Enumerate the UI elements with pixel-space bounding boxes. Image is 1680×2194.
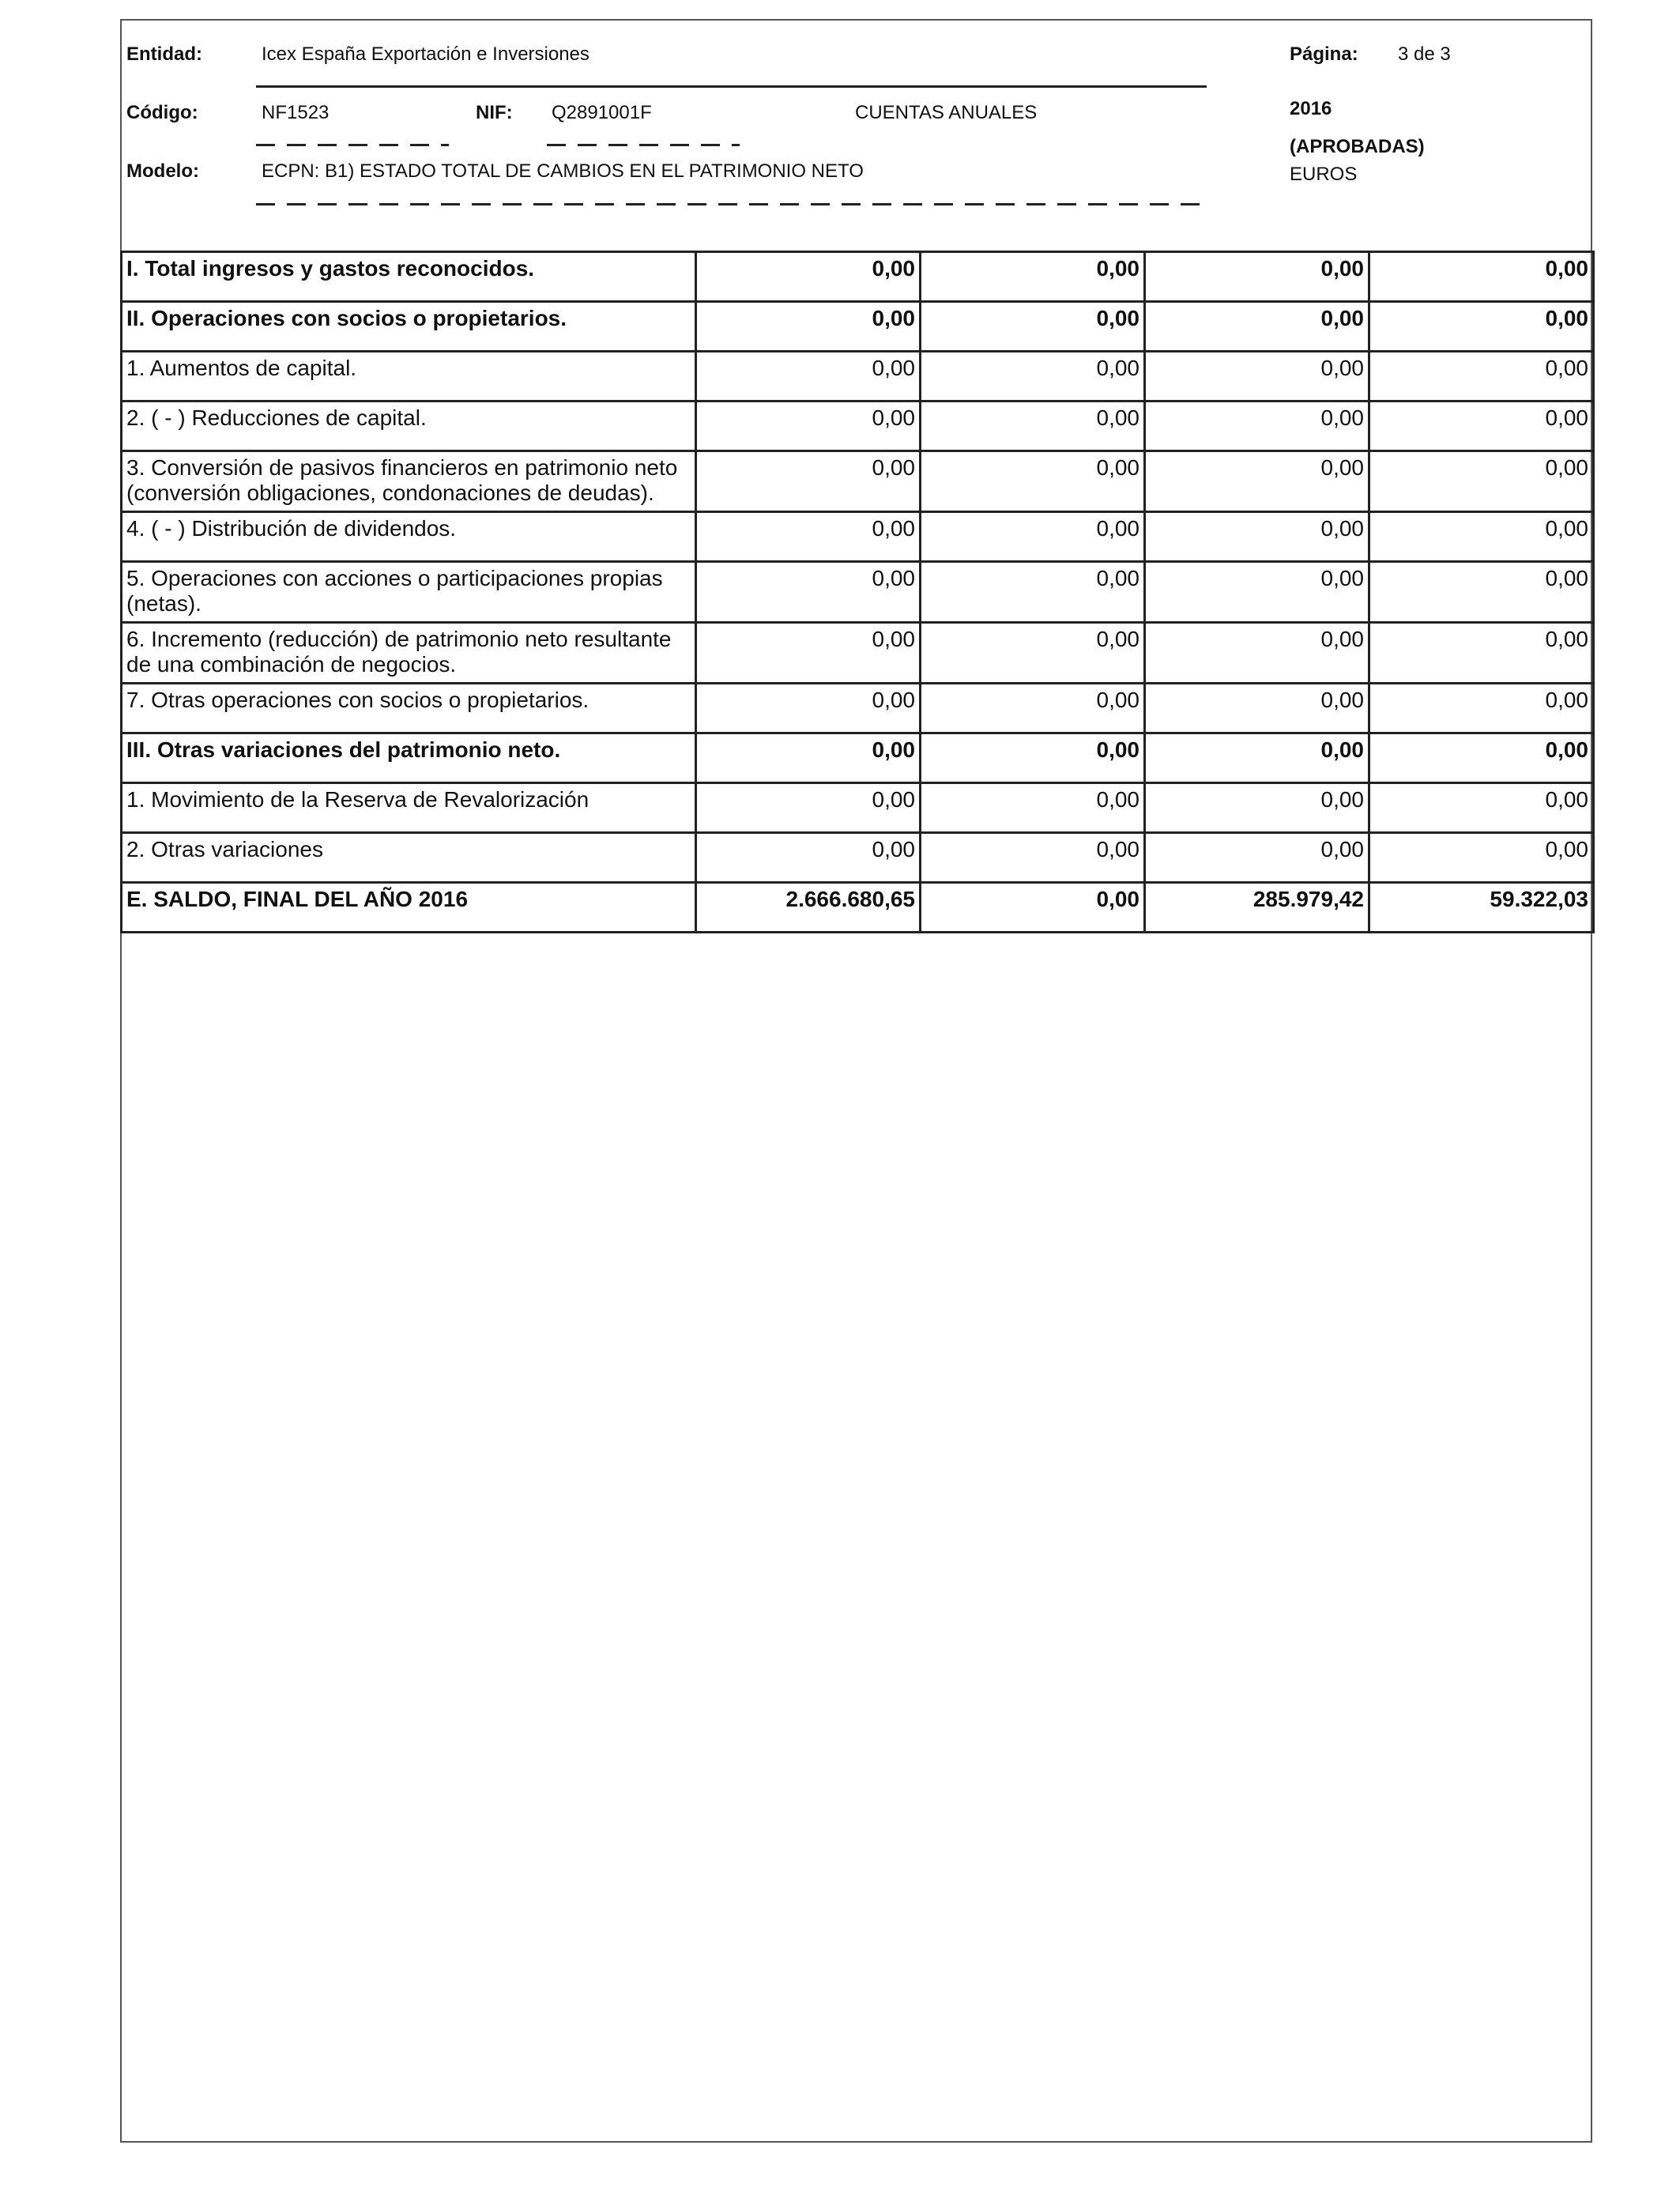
- row-value: 0,00: [1369, 623, 1594, 684]
- table-row: [122, 512, 1594, 562]
- row-label: 7. Otras operaciones con socios o propietarios.: [122, 684, 696, 733]
- row-value: 0,00: [921, 623, 1145, 684]
- pagina-value: 3 de 3: [1398, 43, 1451, 65]
- row-value: 0,00: [1369, 783, 1594, 833]
- row-label: III. Otras variaciones del patrimonio neto.: [122, 733, 696, 783]
- row-value: 0,00: [1145, 833, 1369, 883]
- row-value: 0,00: [1145, 623, 1369, 684]
- row-value: 0,00: [921, 783, 1145, 833]
- row-label: 5. Operaciones con acciones o participaciones propias (netas).: [122, 562, 696, 623]
- row-value: 0,00: [1145, 562, 1369, 623]
- row-value: 0,00: [696, 512, 921, 562]
- row-value: 0,00: [1145, 401, 1369, 451]
- row-value: 0,00: [1145, 451, 1369, 512]
- table-row: [122, 833, 1594, 883]
- row-value: 0,00: [921, 252, 1145, 302]
- row-value: 0,00: [1145, 733, 1369, 783]
- row-value: 0,00: [696, 401, 921, 451]
- row-value: 0,00: [921, 733, 1145, 783]
- row-value: 0,00: [1369, 512, 1594, 562]
- row-value: 0,00: [696, 833, 921, 883]
- row-label: 2. Otras variaciones: [122, 833, 696, 883]
- pagina-label: Página:: [1290, 43, 1358, 65]
- row-value: 0,00: [1369, 451, 1594, 512]
- row-label: 1. Aumentos de capital.: [122, 352, 696, 401]
- row-value: 0,00: [696, 783, 921, 833]
- row-value: 0,00: [921, 302, 1145, 352]
- row-label: 2. ( - ) Reducciones de capital.: [122, 401, 696, 451]
- table-row-total: [122, 883, 1594, 933]
- table-row: [122, 562, 1594, 623]
- row-label: 4. ( - ) Distribución de dividendos.: [122, 512, 696, 562]
- row-label: I. Total ingresos y gastos reconocidos.: [122, 252, 696, 302]
- row-value: 0,00: [696, 252, 921, 302]
- codigo-label: Código:: [126, 102, 198, 123]
- table-row: [122, 783, 1594, 833]
- row-value: 0,00: [921, 684, 1145, 733]
- row-value: 0,00: [921, 352, 1145, 401]
- row-value: 0,00: [1369, 833, 1594, 883]
- row-value: 0,00: [696, 684, 921, 733]
- table-row: [122, 302, 1594, 352]
- row-value: 0,00: [696, 352, 921, 401]
- row-value: 0,00: [1369, 684, 1594, 733]
- equity-changes-table: [120, 251, 1595, 933]
- currency-label: EUROS: [1290, 164, 1358, 185]
- row-value: 0,00: [1369, 352, 1594, 401]
- row-value: 0,00: [1145, 252, 1369, 302]
- modelo-label: Modelo:: [126, 160, 199, 182]
- codigo-dashed-underline: [256, 144, 449, 146]
- row-value: 2.666.680,65: [696, 883, 921, 933]
- row-value: 0,00: [1145, 783, 1369, 833]
- row-value: 0,00: [1145, 352, 1369, 401]
- row-value: 0,00: [921, 833, 1145, 883]
- row-value: 0,00: [921, 451, 1145, 512]
- row-value: 0,00: [1369, 562, 1594, 623]
- entidad-value: Icex España Exportación e Inversiones: [262, 43, 590, 65]
- table-row: [122, 684, 1594, 733]
- row-value: 0,00: [696, 623, 921, 684]
- report-title: CUENTAS ANUALES: [855, 102, 1038, 123]
- codigo-value: NF1523: [262, 102, 330, 123]
- row-value: 0,00: [1145, 684, 1369, 733]
- row-value: 285.979,42: [1145, 883, 1369, 933]
- row-value: 0,00: [696, 451, 921, 512]
- row-value: 0,00: [696, 302, 921, 352]
- row-value: 0,00: [1145, 512, 1369, 562]
- row-value: 0,00: [921, 512, 1145, 562]
- row-value: 59.322,03: [1369, 883, 1594, 933]
- row-label: 3. Conversión de pasivos financieros en patrimonio neto (conversión obligaciones, condonaciones de deudas).: [122, 451, 696, 512]
- row-value: 0,00: [1369, 302, 1594, 352]
- entidad-label: Entidad:: [126, 43, 202, 65]
- nif-label: NIF:: [476, 102, 513, 123]
- row-value: 0,00: [1369, 252, 1594, 302]
- table-row: [122, 252, 1594, 302]
- nif-value: Q2891001F: [552, 102, 652, 123]
- entidad-underline: [256, 85, 1207, 88]
- row-value: 0,00: [1369, 401, 1594, 451]
- modelo-dashed-underline: [256, 203, 1207, 205]
- table-row: [122, 352, 1594, 401]
- table-row: [122, 401, 1594, 451]
- row-label: II. Operaciones con socios o propietarios.: [122, 302, 696, 352]
- table-row: [122, 733, 1594, 783]
- row-label: 1. Movimiento de la Reserva de Revalorización: [122, 783, 696, 833]
- row-value: 0,00: [1145, 302, 1369, 352]
- row-value: 0,00: [921, 883, 1145, 933]
- row-value: 0,00: [696, 733, 921, 783]
- modelo-value: ECPN: B1) ESTADO TOTAL DE CAMBIOS EN EL PATRIMONIO NETO: [262, 160, 864, 182]
- row-value: 0,00: [696, 562, 921, 623]
- row-value: 0,00: [921, 401, 1145, 451]
- nif-dashed-underline: [547, 144, 740, 146]
- table-row: [122, 623, 1594, 684]
- row-label: E. SALDO, FINAL DEL AÑO 2016: [122, 883, 696, 933]
- row-label: 6. Incremento (reducción) de patrimonio neto resultante de una combinación de negocios.: [122, 623, 696, 684]
- row-value: 0,00: [1369, 733, 1594, 783]
- table-row: [122, 451, 1594, 512]
- report-year: 2016: [1290, 98, 1332, 119]
- row-value: 0,00: [921, 562, 1145, 623]
- report-status: (APROBADAS): [1290, 136, 1425, 157]
